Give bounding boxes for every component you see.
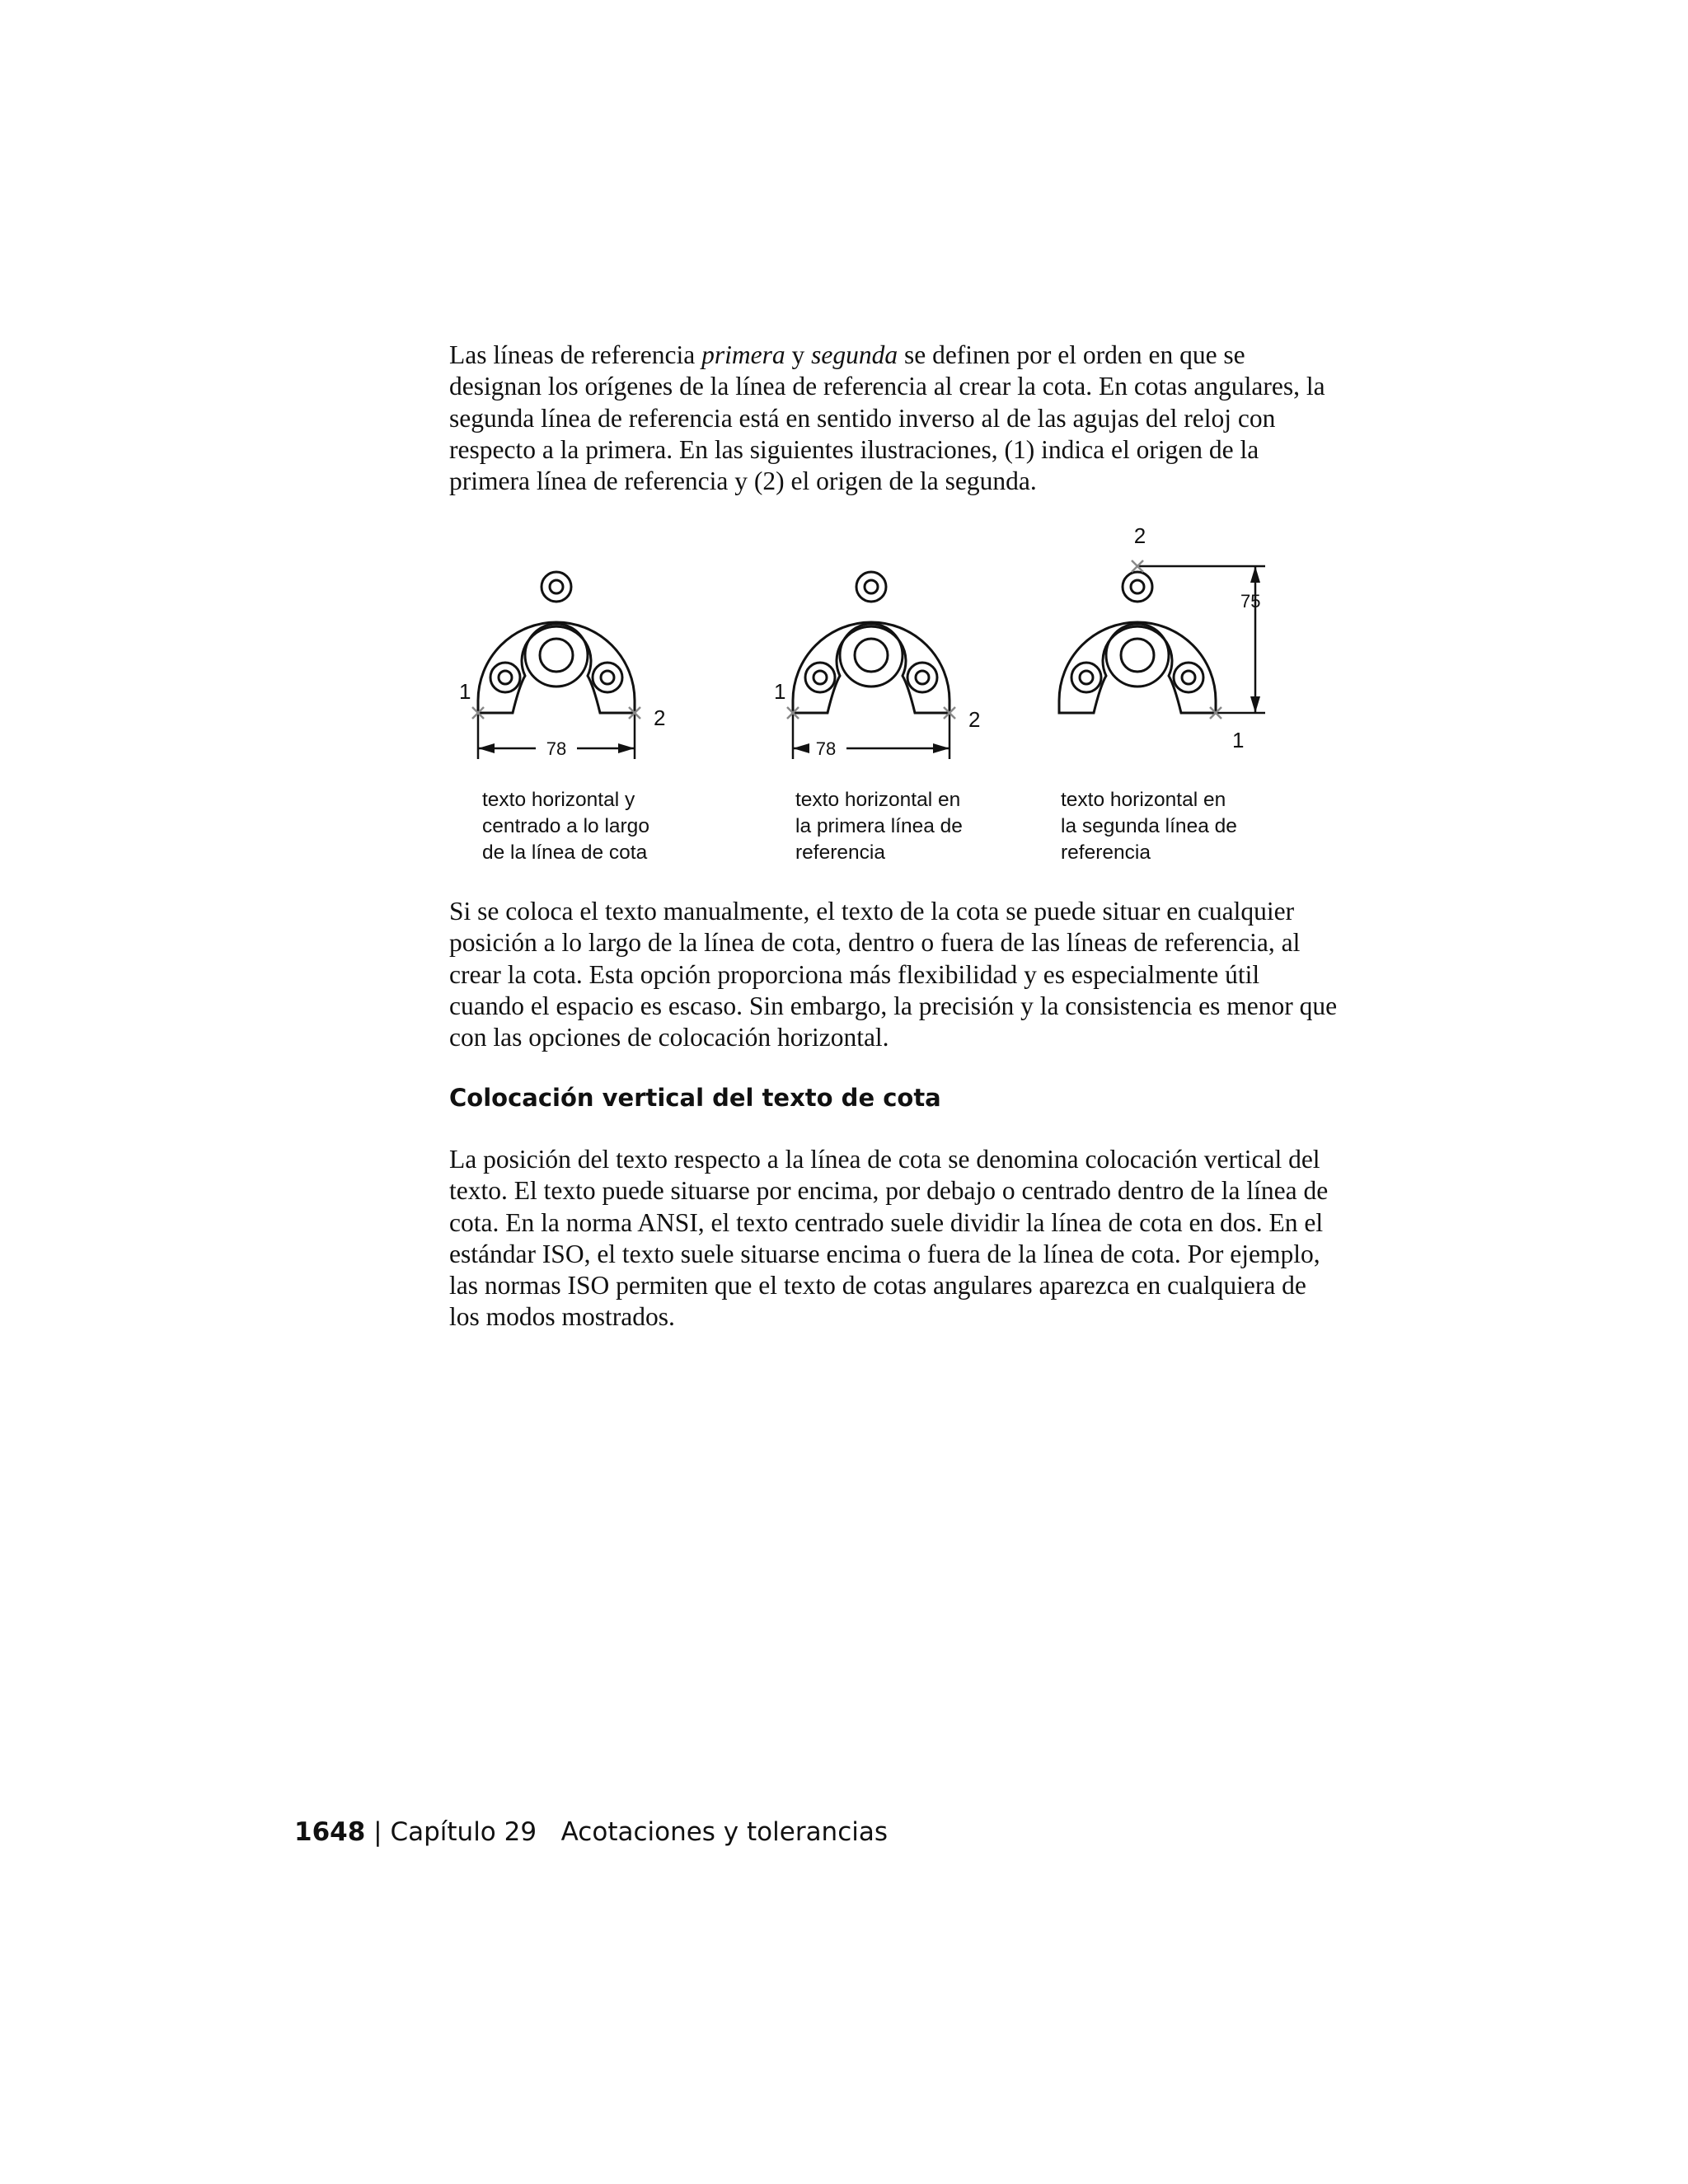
- intro-emphasis-segunda: segunda: [811, 340, 898, 369]
- dimension-figure: [449, 523, 1298, 869]
- panel-1-dimension: 78: [546, 738, 567, 759]
- caption-line: texto horizontal en: [1061, 789, 1226, 811]
- caption-line: referencia: [795, 841, 885, 864]
- page-footer: [294, 1817, 888, 1847]
- panel-3-label-1: 1: [1232, 728, 1245, 752]
- panel-1-label-1: 1: [459, 679, 471, 704]
- panel-2-label-1: 1: [774, 679, 786, 704]
- panel-2-label-2: 2: [968, 707, 981, 732]
- page-number: 1648: [294, 1817, 366, 1847]
- intro-text-part1: Las líneas de referencia: [449, 340, 702, 369]
- panel-3-dimension: 75: [1240, 591, 1261, 612]
- vertical-placement-paragraph: La posición del texto respecto a la línea de cota se denomina colocación vertical del texto. El texto puede situarse por encima, por debajo o centrado dentro de la línea de cota. En la norma ANSI, el texto centrado suele dividir la línea de cota en dos. En el estándar ISO, el texto suele situarse encima o fuera de la línea de cota. Por ejemplo, las normas ISO permiten que el texto de cotas angulares aparezca en cualquiera de los modos mostrados.: [449, 1145, 1329, 1332]
- caption-line: la primera línea de: [795, 815, 963, 837]
- caption-line: centrado a lo largo: [482, 815, 649, 837]
- caption-line: de la línea de cota: [482, 841, 648, 864]
- panel-2-dimension: 78: [815, 738, 837, 759]
- section-heading: Colocación vertical del texto de cota: [449, 1084, 941, 1112]
- panel-1-label-2: 2: [654, 705, 666, 730]
- caption-line: referencia: [1061, 841, 1151, 864]
- panel-3-label-2: 2: [1133, 523, 1146, 548]
- panel-1-drawing: [459, 572, 665, 759]
- panel-1-caption: [482, 787, 649, 866]
- intro-paragraph: [449, 340, 1339, 497]
- panel-2-caption: [795, 787, 963, 866]
- chapter-label: Capítulo 29: [390, 1817, 537, 1847]
- intro-text-part3: se definen por el orden en que se designan los orígenes de la línea de referencia al crear la cota. En cotas angulares, la segunda línea de referencia está en sentido inverso al de las agujas del reloj con respecto a la primera. En las siguientes ilustraciones, (1) indica el origen de la primera línea de referencia y (2) el origen de la segunda.: [449, 340, 1325, 496]
- caption-line: texto horizontal en: [795, 789, 961, 811]
- dimension-illustration: [449, 523, 1298, 787]
- caption-line: la segunda línea de: [1061, 815, 1237, 837]
- intro-text-part2: y: [785, 340, 812, 369]
- panel-2-drawing: [774, 572, 980, 759]
- chapter-title: Acotaciones y tolerancias: [560, 1817, 889, 1847]
- manual-placement-paragraph: Si se coloca el texto manualmente, el texto de la cota se puede situar en cualquier posición a lo largo de la línea de cota, dentro o fuera de las líneas de referencia, al crear la cota. Esta opción proporciona más flexibilidad y es especialmente útil cuando el espacio es escaso. Sin embargo, la precisión y la consistencia es menor que con las opciones de colocación horizontal.: [449, 897, 1338, 1052]
- footer-separator: |: [373, 1817, 382, 1847]
- intro-emphasis-primera: primera: [701, 340, 785, 369]
- panel-3-caption: [1061, 787, 1237, 866]
- caption-line: texto horizontal y: [482, 789, 635, 811]
- panel-3-drawing: [1059, 523, 1265, 752]
